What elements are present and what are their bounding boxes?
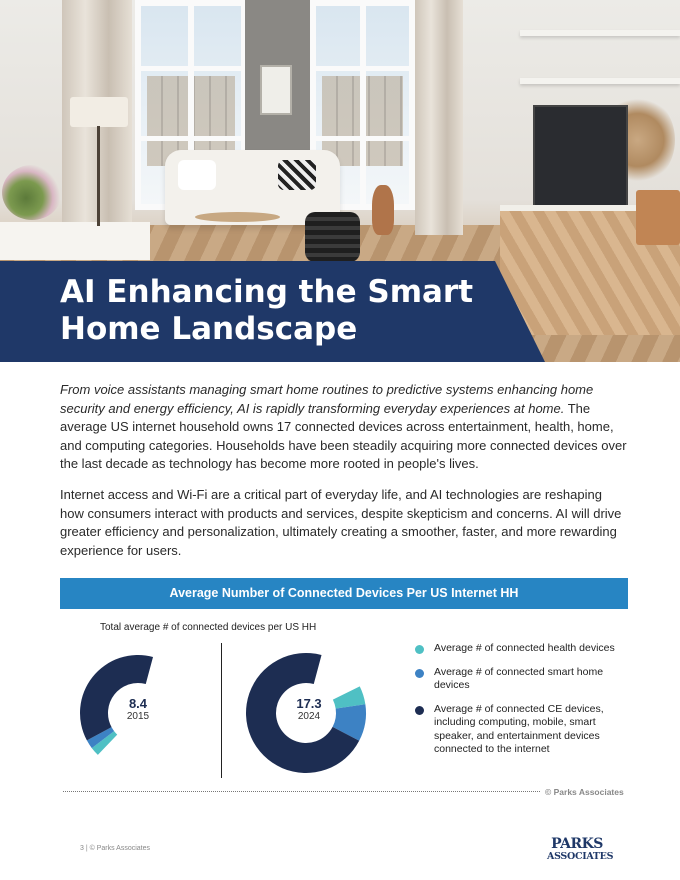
intro-italic: From voice assistants managing smart home routines to predictive systems enhancing home security and energy efficiency, AI is rapidly transforming everyday experiences at home. [60,382,594,416]
total-2015: 8.4 [128,696,148,711]
legend-label-health: Average # of connected health devices [434,642,615,654]
intro-paragraph [60,381,628,474]
legend-dot-smart-home [415,669,424,678]
legend-dot-ce [415,706,424,715]
page-title: AI Enhancing the Smart Home Landscape [60,274,474,347]
chart-title: Average Number of Connected Devices Per US Internet HH [60,578,628,609]
body-paragraph: Internet access and Wi-Fi are a critical part of everyday life, and AI technologies are reshaping how consumers interact with products and services, despite skepticism and concerns. AI will drive greater efficiency and personalization, ultimately creating a smoother, faster, and more rewarding experience for users. [60,487,622,558]
year-2024: 2024 [297,711,321,722]
chart-dotted-rule [63,791,540,792]
cushion-pattern [278,160,316,190]
legend-label-ce: Average # of connected CE devices, including computing, mobile, smart speaker, and entertainment devices connected to the internet [434,702,604,755]
speaker-graphic [636,190,680,245]
chart-subtitle: Total average # of connected devices per US HH [100,622,317,633]
floor-lamp-stand [97,126,100,226]
legend-item-ce [415,703,635,757]
parks-associates-logo [547,836,614,862]
logo-line-2: ASSOCIATES [547,851,614,862]
chart-legend [415,642,635,767]
intro-body: The average US internet household owns 17 connected devices across entertainment, health, home, and computing categories. Households have been steadily acquiring more connected devices over the last decade as technology has become more rooted in people's lives. [60,400,627,471]
plant-graphic [2,165,62,220]
vase-graphic [372,185,394,235]
legend-item-smart-home [415,666,635,693]
logo-line-1: PARKS [551,836,603,852]
television-graphic [533,105,628,213]
donut-label-2015 [108,696,168,722]
chart-divider [221,643,222,778]
coffee-table [195,212,280,222]
year-2015: 2015 [126,711,150,722]
cushion-white [178,160,216,190]
floor-lamp-shade [70,97,128,127]
legend-item-health [415,642,635,656]
legend-dot-health [415,645,424,654]
pouf-graphic [305,212,360,262]
curtain-right [415,0,463,235]
wall-shelf-top [520,30,680,36]
donut-label-2024 [279,696,339,722]
counter-graphic [0,222,150,260]
total-2024: 17.3 [296,696,322,711]
wall-shelf-bottom [520,78,680,84]
chart-credit: © Parks Associates [545,787,624,797]
legend-label-smart-home: Average # of connected smart home devices [434,665,604,691]
footer-page-number: 3 | © Parks Associates [80,845,151,852]
